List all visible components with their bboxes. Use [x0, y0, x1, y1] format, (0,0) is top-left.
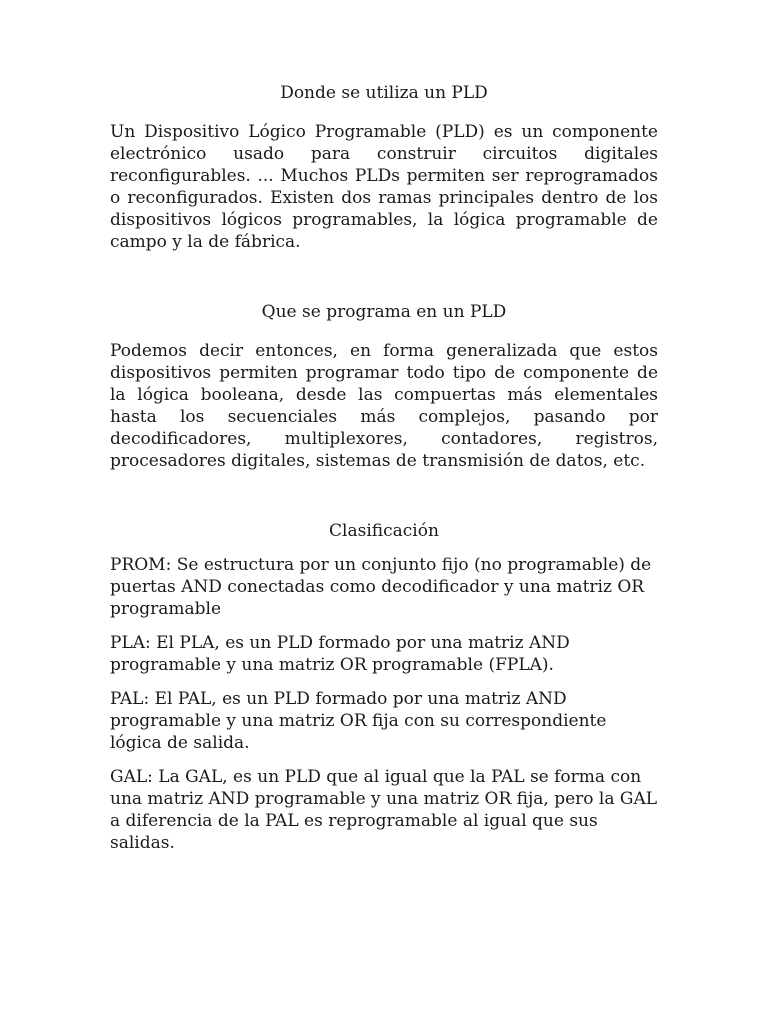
classification-item-pla: PLA: El PLA, es un PLD formado por una matriz AND programable y una matriz OR programable (FPLA). [110, 633, 570, 675]
section-paragraph-uso: Un Dispositivo Lógico Programable (PLD) es un componente electrónico usado para construir circuitos digitales reconfigurables. ... Muchos PLDs permiten ser reprogramados o reconfigurados. Existen dos ramas principales dentro de los dispositivos lógicos programables, la lógica programable de campo y la de fábrica. [110, 122, 658, 252]
document-page [110, 82, 658, 854]
classification-item-pal: PAL: El PAL, es un PLD formado por una matriz AND programable y una matriz OR fija con su correspondiente lógica de salida. [110, 689, 607, 753]
section-paragraph-programa: Podemos decir entonces, en forma generalizada que estos dispositivos permiten programar todo tipo de componente de la lógica booleana, desde las compuertas más elementales hasta los secuenciales más complejos, pasando por decodificadores, multiplexores, contadores, registros, procesadores digitales, sistemas de transmisión de datos, etc. [110, 341, 658, 471]
section-heading-clasificacion: Clasificación [329, 521, 439, 541]
section-heading-programa: Que se programa en un PLD [261, 302, 507, 322]
section-heading-uso: Donde se utiliza un PLD [280, 83, 488, 103]
classification-item-gal: GAL: La GAL, es un PLD que al igual que la PAL se forma con una matriz AND programable y una matriz OR fija, pero la GAL a diferencia de la PAL es reprogramable al igual que sus salidas. [110, 767, 658, 853]
classification-item-prom: PROM: Se estructura por un conjunto fijo (no programable) de puertas AND conectadas como decodificador y una matriz OR programable [110, 555, 652, 619]
